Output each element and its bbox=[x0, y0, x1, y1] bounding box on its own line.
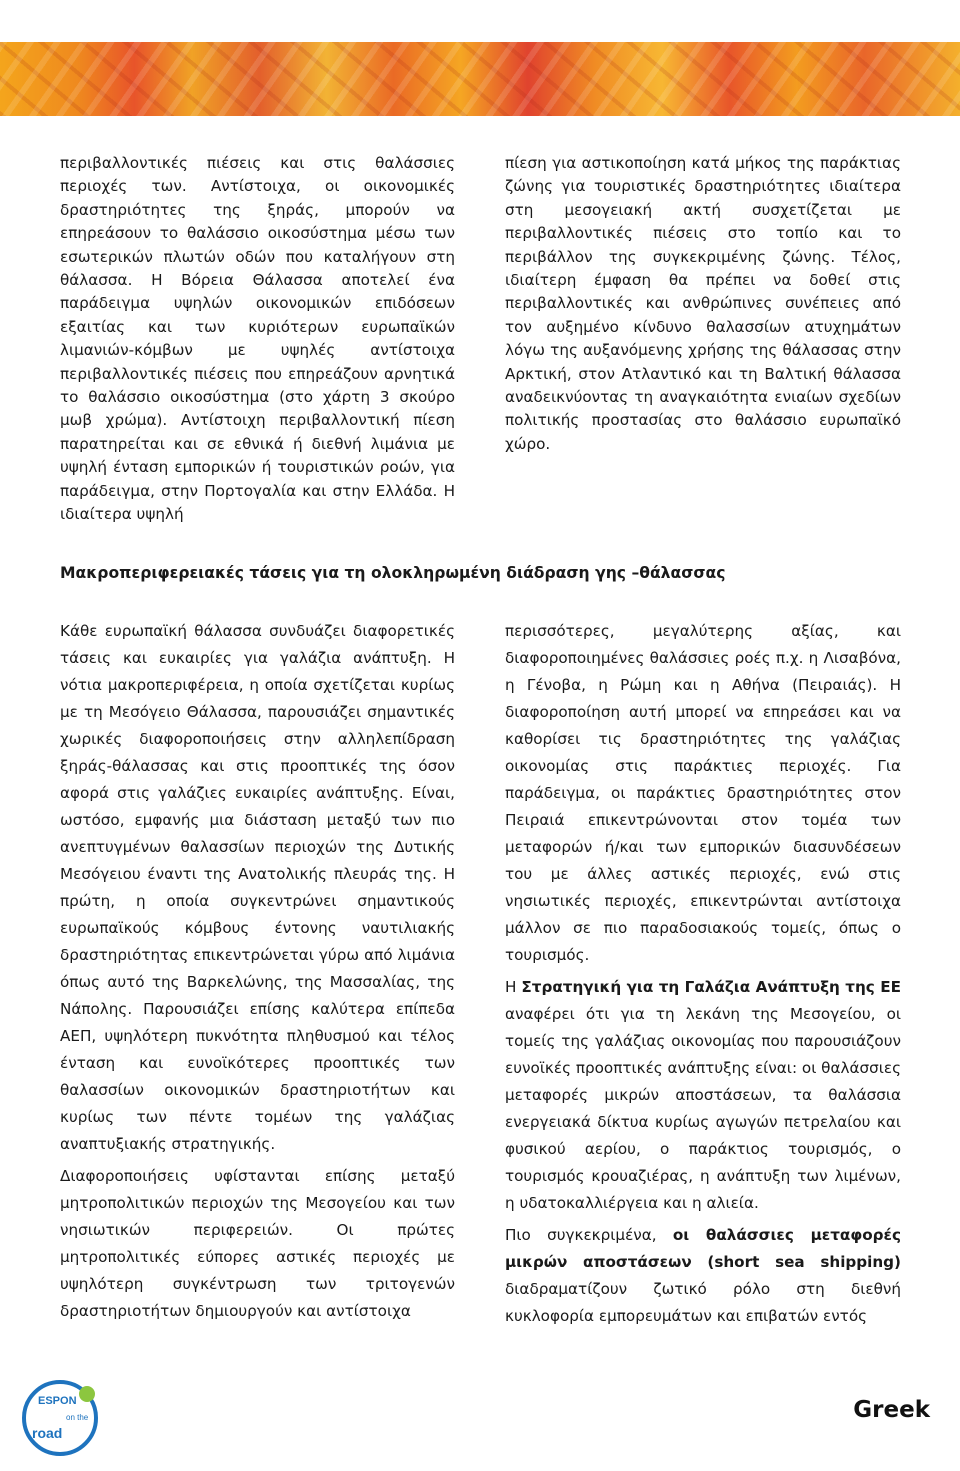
top-column-left bbox=[60, 152, 455, 527]
espon-on-the-road-logo bbox=[12, 1370, 112, 1460]
section-column-left bbox=[60, 618, 455, 1325]
section-heading: Μακροπεριφερειακές τάσεις για τη ολοκληρωμένη διάδραση γης –θάλασσας bbox=[60, 564, 726, 582]
paragraph bbox=[505, 1222, 901, 1330]
short-sea-shipping-bold-text: οι θαλάσσιες μεταφορές μικρών αποστάσεων (short sea shipping) bbox=[505, 1226, 901, 1271]
header-banner-map bbox=[0, 42, 960, 116]
text-run: Η bbox=[505, 978, 522, 996]
logo-road-text: road bbox=[32, 1425, 63, 1441]
logo-dot bbox=[79, 1386, 95, 1402]
paragraph: περιβαλλοντικές πιέσεις και στις θαλάσσιες περιοχές των. Αντίστοιχα, οι οικονομικές δραστηριότητες της ξηράς, μπορούν να επηρεάσουν το θαλάσσιο οικοσύστημα μέσω των εσωτερικών πλωτών οδών που καταλήγουν στη θάλασσα. Η Βόρεια Θάλασσα αποτελεί ένα παράδειγμα υψηλών οικονομικών επιδόσεων εξαιτίας και των κυριότερων ευρωπαϊκών λιμανιών-κόμβων με υψηλές αντίστοιχα περιβαλλοντικές πιέσεις που επηρεάζουν αρνητικά το θαλάσσιο οικοσύστημα (στο χάρτη 3 σκούρο μωβ χρώμα). Αντίστοιχη περιβαλλοντική πίεση παρατηρείται και σε εθνικά ή διεθνή λιμάνια με υψηλή ένταση εμπορικών ή τουριστικών ροών, για παράδειγμα, στην Πορτογαλία και στην Ελλάδα. Η ιδιαίτερα υψηλή bbox=[60, 154, 455, 524]
language-label: Greek bbox=[853, 1397, 930, 1423]
section-column-right bbox=[505, 618, 901, 1330]
top-column-right bbox=[505, 152, 901, 456]
logo-espon-text: ESPON bbox=[38, 1395, 77, 1407]
paragraph: πίεση για αστικοποίηση κατά μήκος της παράκτιας ζώνης για τουριστικές δραστηριότητες ιδιαίτερα στη μεσογειακή ακτή συσχετίζεται με περιβαλλοντικές πιέσεις στο τοπίο και το περιβάλλον της συγκεκριμένης ζώνης. Τέλος, ιδιαίτερη έμφαση θα πρέπει να δοθεί στις περιβαλλοντικές και ανθρώπινες συνέπειες από τον αυξημένο κίνδυνο θαλασσίων ατυχημάτων λόγω της αυξανόμενης χρήσης της θάλασσας στην Αρκτική, στον Ατλαντικό και τη Βαλτική θάλασσα αναδεικνύοντας τη αναγκαιότητα ενιαίων σχεδίων πολιτικής προστασίας στο θαλάσσιο ευρωπαϊκό χώρο. bbox=[505, 154, 901, 453]
strategy-bold-text: Στρατηγική για τη Γαλάζια Ανάπτυξη της ΕΕ bbox=[521, 978, 902, 996]
paragraph: περισσότερες, μεγαλύτερης αξίας, και διαφοροποιημένες θαλάσσιες ροές π.χ. η Λισαβόνα, η Γένοβα, η Ρώμη και η Αθήνα (Πειραιάς). Η διαφοροποίηση αυτή μπορεί να επηρεάσει και να καθορίσει τις δραστηριότητες της γαλάζιας οικονομίας στις παράκτιες περιοχές. Για παράδειγμα, οι παράκτιες δραστηριότητες στον Πειραιά επικεντρώνονται στον τομέα των μεταφορών ή/και των εμπορικών διασυνδέσεων του με άλλες αστικές περιοχές, ενώ στις νησιωτικές περιοχές, επικεντρώνται αντίστοιχα μάλλον σε πιο παραδοσιακούς τομείς, όπως ο τουρισμός. bbox=[505, 622, 901, 964]
paragraph: Κάθε ευρωπαϊκή θάλασσα συνδυάζει διαφορετικές τάσεις και ευκαιρίες για γαλάζια ανάπτυξη. Η νότια μακροπεριφέρεια, η οποία σχετίζεται κυρίως με τη Μεσόγειο Θάλασσα, παρουσιάζει σημαντικές χωρικές διαφοροποιήσεις στην αλληλεπίδραση ξηράς-θάλασσας και στις προοπτικές της όσον αφορά στις γαλάζιες ευκαιρίες ανάπτυξης. Είναι, ωστόσο, εμφανής μια διάσταση μεταξύ των πιο ανεπτυγμένων θαλασσίων περιοχών της Δυτικής Μεσόγειου έναντι της Ανατολικής πλευράς της. Η πρώτη, η οποία συγκεντρώνει σημαντικούς ευρωπαϊκούς κόμβους έντονης ναυτιλιακής δραστηριότητας επικεντρώνεται γύρω από λιμάνια όπως αυτό της Βαρκελώνης, της Μασσαλίας, της Νάπολης. Παρουσιάζει επίσης καλύτερα επίπεδα ΑΕΠ, υψηλότερη πυκνότητα πληθυσμού και τέλος ένταση και ευνοϊκότερες προοπτικές των θαλασσίων οικονομικών δραστηριοτήτων και κυρίως των πέντε τομέων της γαλάζιας αναπτυξιακής στρατηγικής. bbox=[60, 622, 455, 1153]
paragraph bbox=[505, 974, 901, 1217]
text-run: Πιο συγκεκριμένα, bbox=[505, 1226, 673, 1244]
text-run: διαδραματίζουν ζωτικό ρόλο στη διεθνή κυκλοφορία εμπορευμάτων και επιβατών εντός bbox=[505, 1280, 901, 1325]
logo-on-the-text: on the bbox=[66, 1413, 89, 1422]
text-run: αναφέρει ότι για τη λεκάνη της Μεσογείου, οι τομείς της γαλάζιας οικονομίας που παρουσιάζουν ευνοϊκές προοπτικές ανάπτυξης είναι: οι θαλάσσιες μεταφορές μικρών αποστάσεων, τα θαλάσσια ενεργειακά δίκτυα κυρίως αγωγών πετρελαίου και φυσικού αερίου, ο παράκτιος τουρισμός, ο τουρισμός κρουαζιέρας, η ανάπτυξη των λιμένων, η υδατοκαλλιέργεια και η αλιεία. bbox=[505, 1005, 901, 1212]
paragraph: Διαφοροποιήσεις υφίστανται επίσης μεταξύ μητροπολιτικών περιοχών της Μεσογείου και των νησιωτικών περιφερειών. Οι πρώτες μητροπολιτικές εύπορες αστικές περιοχές με υψηλότερη συγκέντρωση των τριτογενών δραστηριοτήτων δημιουργούν και αντίστοιχα bbox=[60, 1167, 455, 1320]
